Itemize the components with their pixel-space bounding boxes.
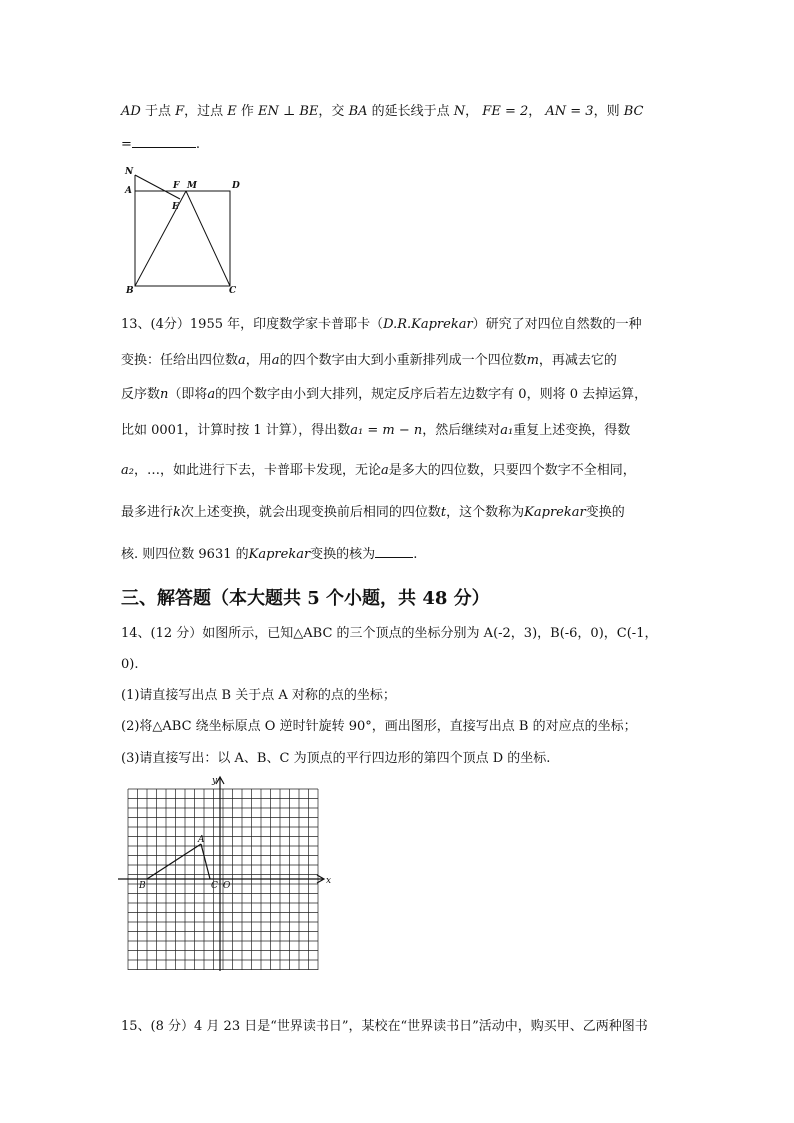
q12-line-2: = .	[121, 137, 201, 152]
segment-cm	[186, 191, 230, 286]
q12-geometry-figure	[118, 165, 250, 297]
q13-line-2: 变换：任给出四位数a，用a的四个数字由大到小重新排列成一个四位数m，再减去它的	[121, 353, 617, 368]
label-b: B	[139, 881, 146, 891]
label-x: x	[326, 876, 332, 886]
q14-part-2: (2)将△ABC 绕坐标原点 O 逆时针旋转 90°，画出图形，直接写出点 B 的对应点的坐标；	[121, 719, 637, 734]
label-c: C	[229, 286, 237, 296]
q14-coordinate-grid	[118, 774, 338, 976]
label-d: D	[232, 181, 240, 191]
q13-line-6: 最多进行k次上述变换，就会出现变换前后相同的四位数t，这个数称为Kaprekar变换的	[121, 505, 625, 520]
label-n: N	[125, 167, 134, 177]
label-b: B	[126, 286, 134, 296]
q13-line-3: 反序数n（即将a的四个数字由小到大排列，规定反序后若左边数字有 0，则将 0 去掉运算，	[121, 387, 648, 402]
label-f: F	[173, 181, 180, 191]
q13-line-4: 比如 0001，计算时按 1 计算），得出数a₁ = m − n，然后继续对a₁重复上述变换，得数	[121, 423, 631, 438]
answer-blank	[375, 557, 413, 558]
q13-line-1: 13、(4分）1955 年，印度数学家卡普耶卡（D.R.Kaprekar）研究了对四位自然数的一种	[121, 317, 642, 332]
answer-blank	[132, 147, 196, 148]
label-o: O	[223, 881, 231, 891]
q14-line-1: 14、(12 分）如图所示，已知△ABC 的三个顶点的坐标分别为 A(-2，3)，B(-6，0)，C(-1，	[121, 626, 658, 641]
q13-line-7: 核. 则四位数 9631 的Kaprekar变换的核为 .	[121, 547, 418, 562]
segment-ba	[147, 844, 201, 879]
q15-line-1: 15、(8 分）4 月 23 日是“世界读书日”，某校在“世界读书日”活动中，购买甲、乙两种图书	[121, 1019, 648, 1034]
q12-line-1: AD 于点 F，过点 E 作 EN ⊥ BE，交 BA 的延长线于点 N， FE = 2， AN = 3，则 BC	[121, 104, 644, 119]
label-c: C	[211, 881, 218, 891]
square-abcd	[135, 191, 230, 286]
label-a: A	[125, 186, 132, 196]
label-e: E	[172, 202, 179, 212]
label-a: A	[198, 835, 205, 845]
section-heading: 三、解答题（本大题共 5 个小题，共 48 分）	[121, 588, 490, 609]
label-y: y	[212, 776, 218, 786]
q13-line-5: a₂，…，如此进行下去，卡普耶卡发现，无论a是多大的四位数，只要四个数字不全相同，	[121, 463, 636, 478]
segment-ac	[201, 844, 210, 879]
q14-part-1: (1)请直接写出点 B 关于点 A 对称的点的坐标；	[121, 688, 396, 703]
q14-part-3: (3)请直接写出：以 A、B、C 为顶点的平行四边形的第四个顶点 D 的坐标.	[121, 751, 551, 766]
q14-line-2: 0).	[121, 657, 139, 672]
label-m: M	[187, 181, 197, 191]
